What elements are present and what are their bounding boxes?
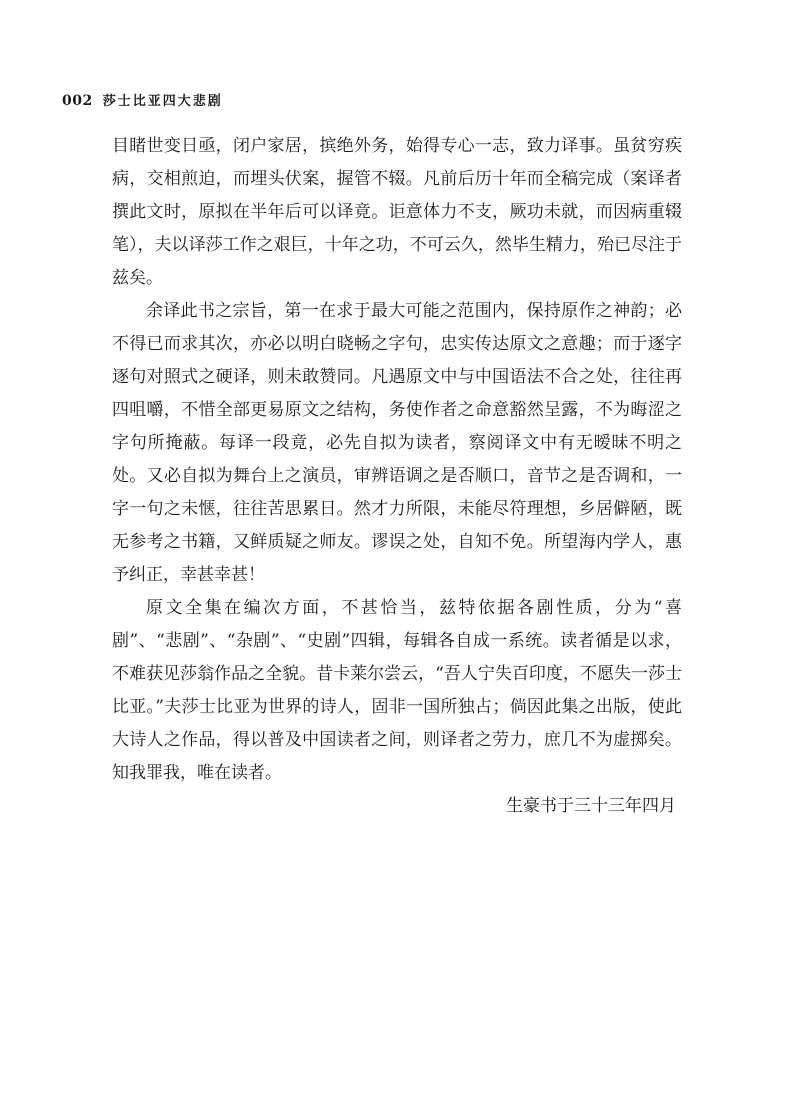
paragraph-3: 原文全集在编次方面，不甚恰当，兹特依据各剧性质，分为“喜剧”、“悲剧”、“杂剧”、“史剧”四辑，每辑各自成一系统。读者循是以求，不难获见莎翁作品之全貌。昔卡莱尔尝云，“吾人宁失百印度，不愿失一莎士比亚。”夫莎士比亚为世界的诗人，固非一国所独占；倘因此集之出版，使此大诗人之作品，得以普及中国读者之间，则译者之劳力，庶几不为虚掷矣。知我罪我，唯在读者。: [112, 598, 682, 783]
running-header: [62, 90, 223, 109]
paragraph-1: 目睹世变日亟，闭户家居，摈绝外务，始得专心一志，致力译事。虽贫穷疾病，交相煎迫，而埋头伏案，握管不辍。凡前后历十年而全稿完成（案译者撰此文时，原拟在半年后可以译竟。讵意体力不支，厥功未就，而因病重辍笔），夫以译莎工作之艰巨，十年之功，不可云久，然毕生精力，殆已尽注于兹矣。: [112, 136, 682, 288]
paragraph-2: 余译此书之宗旨，第一在求于最大可能之范围内，保持原作之神韵；必不得已而求其次，亦必以明白晓畅之字句，忠实传达原文之意趣；而于逐字逐句对照式之硬译，则未敢赞同。凡遇原文中与中国语法不合之处，往往再四咀嚼，不惜全部更易原文之结构，务使作者之命意豁然呈露，不为晦涩之字句所掩蔽。每译一段竟，必先自拟为读者，察阅译文中有无暧昧不明之处。又必自拟为舞台上之演员，审辨语调之是否顺口，音节之是否调和，一字一句之未惬，往往苦思累日。然才力所限，未能尽符理想，乡居僻陋，既无参考之书籍，又鲜质疑之师友。谬误之处，自知不免。所望海内学人，惠予纠正，幸甚幸甚！: [112, 301, 682, 585]
page-number: 002: [62, 93, 93, 109]
body-text: [112, 130, 682, 823]
book-title: 莎士比亚四大悲剧: [102, 94, 223, 109]
signature: 生豪书于三十三年四月: [506, 796, 676, 816]
